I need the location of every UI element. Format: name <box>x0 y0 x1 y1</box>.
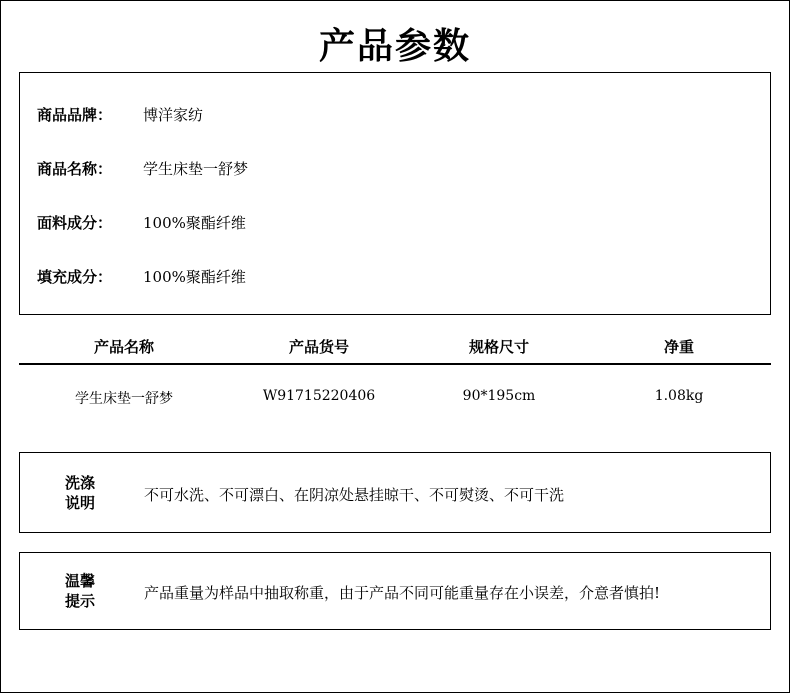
info-value: 学生床垫一舒梦 <box>143 160 249 178</box>
tips-box <box>19 552 771 630</box>
info-row-filling <box>37 266 246 287</box>
tips-label-line2: 提示 <box>64 592 95 610</box>
info-row-name <box>37 158 248 179</box>
wash-instructions-box <box>19 452 771 533</box>
wash-text: 不可水洗、不可漂白、在阴凉处悬挂晾干、不可熨烫、不可干洗 <box>144 486 565 504</box>
info-value: 100%聚酯纤维 <box>143 268 246 286</box>
info-label: 面料成分： <box>37 214 113 232</box>
table-divider <box>19 363 771 365</box>
info-row-brand <box>37 104 203 125</box>
page-title: 产品参数 <box>318 25 471 67</box>
cell-size: 90*195cm <box>462 388 536 404</box>
info-row-fabric <box>37 212 246 233</box>
header-size: 规格尺寸 <box>468 338 529 356</box>
wash-label <box>56 473 104 513</box>
header-product-code: 产品货号 <box>288 338 349 356</box>
cell-product-code: W91715220406 <box>262 388 376 404</box>
product-info-box <box>19 72 771 315</box>
info-label: 填充成分： <box>37 268 113 286</box>
info-label: 商品名称： <box>37 160 113 178</box>
cell-product-name: 学生床垫一舒梦 <box>75 391 173 407</box>
spec-table-header <box>19 336 771 360</box>
wash-label-line1: 洗涤 <box>64 474 95 492</box>
header-product-name: 产品名称 <box>93 338 154 356</box>
tips-text: 产品重量为样品中抽取称重，由于产品不同可能重量存在小误差，介意者慎拍! <box>144 584 661 602</box>
tips-label <box>56 571 104 611</box>
info-value: 100%聚酯纤维 <box>143 214 246 232</box>
cell-weight: 1.08kg <box>654 388 704 404</box>
info-label: 商品品牌： <box>37 106 113 124</box>
info-value: 博洋家纺 <box>143 106 204 124</box>
table-row <box>19 388 771 412</box>
wash-label-line2: 说明 <box>64 494 95 512</box>
header-weight: 净重 <box>663 338 694 356</box>
tips-label-line1: 温馨 <box>64 572 95 590</box>
